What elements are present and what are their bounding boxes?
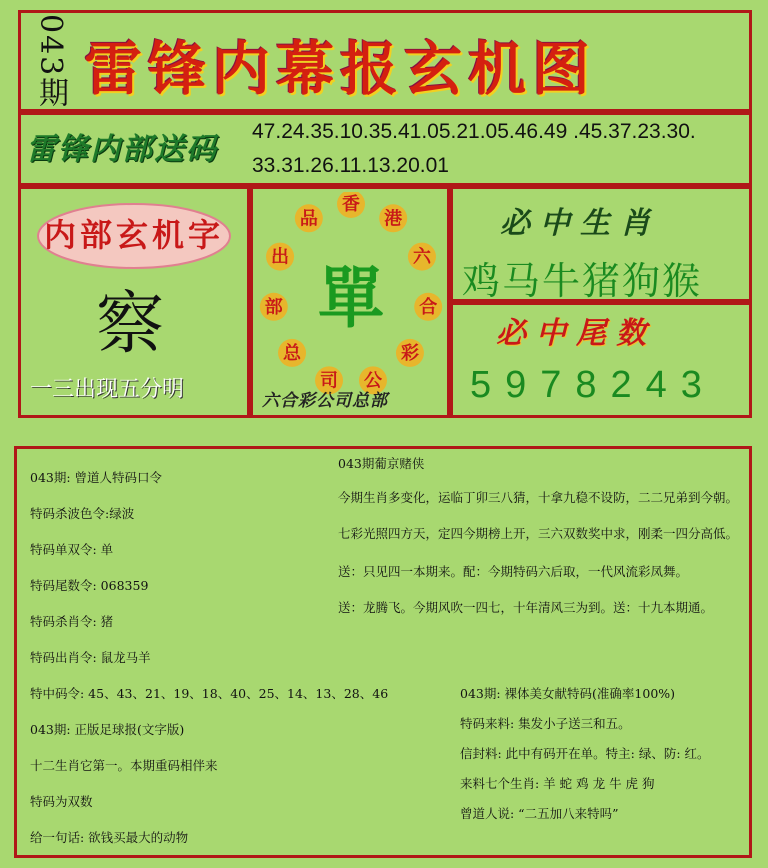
dial-ring-char: 出 [271,246,290,268]
codes-line-1: 47.24.35.10.35.41.05.21.05.46.49 .45.37.23.30. [252,120,696,143]
dial-ring-char: 合 [419,296,438,318]
dial-ring-char: 司 [320,370,339,392]
dial-center-char: 單 [318,259,384,337]
dial-ring-char: 部 [264,296,283,318]
page-title: 雷锋内幕报玄机图 [84,35,597,103]
dial-ring-char: 公 [363,370,382,392]
left-line-11: 给一句话: 欲钱买最大的动物 [30,830,189,845]
left-line-3: 特码单双令: 单 [30,542,114,557]
tail-label: 必中尾数 [496,316,656,351]
left-line-8: 043期: 正版足球报(文字版) [30,722,185,737]
right-bottom-line-1: 043期: 裸体美女献特码(准确率100%) [460,686,676,701]
right-top-line-3: 七彩光照四方天，定四今期榜上开，三六双数奖中求，刚柔一四分高低。 [338,526,739,541]
left-line-5: 特码杀肖令: 猪 [30,614,114,629]
zodiac-label: 必中生肖 [500,206,660,241]
inner-word-label [34,196,234,272]
right-bottom-line-2: 特码来料: 集发小子送三和五。 [460,716,631,731]
right-top-line-5: 送：龙腾飞。今期风吹一四七，十年清风三为到。送：十九本期通。 [338,600,714,615]
right-top-line-1: 043期葡京赌侠 [338,456,425,471]
left-line-2: 特码杀波色令:绿波 [30,506,135,521]
inner-word-hint: 一三出现五分明 [30,377,185,402]
right-bottom-line-3: 信封料: 此中有码开在单。特主: 绿、防: 红。 [460,746,710,761]
company-label: 六合彩公司总部 [262,391,388,411]
dial-ring-char: 香 [342,194,360,215]
right-top-line-2: 今期生肖多变化，运临丁卯三八猜，十拿九稳不设防，二二兄弟到今朝。 [338,490,739,505]
left-line-4: 特码尾数令: 068359 [30,578,149,593]
right-bottom-line-5: 曾道人说: “二五加八来特吗” [460,806,619,821]
inner-word-char: 察 [96,285,165,364]
codes-line-2: 33.31.26.11.13.20.01 [252,154,449,177]
dial-ring-char: 品 [299,208,318,230]
dial-ring-char: 彩 [400,342,419,364]
dial-ring-char: 六 [412,246,431,268]
left-line-9: 十二生肖它第一。本期重码相伴来 [30,758,218,773]
left-line-10: 特码为双数 [30,794,93,809]
codes-label: 雷锋内部送码 [26,132,218,167]
left-line-6: 特码出肖令: 鼠龙马羊 [30,650,151,665]
issue-number: 043期 [33,14,68,110]
right-top-line-4: 送：只见四一本期来。配：今期特码六后取，一代风流彩凤舞。 [338,564,689,579]
inner-word-label-art [34,196,234,272]
dial-ring-char: 总 [283,342,302,364]
dial-ring-char: 港 [384,208,403,230]
left-line-7: 特中码令: 45、43、21、19、18、40、25、14、13、28、46 [30,686,389,701]
inner-word-label-text: 内部玄机字 [43,216,225,254]
zodiac-list: 鸡马牛猪狗猴 [462,259,703,303]
tail-numbers: 5978243 [470,364,716,406]
right-bottom-line-4: 来料七个生肖: 羊 蛇 鸡 龙 牛 虎 狗 [460,776,655,791]
left-line-1: 043期: 曾道人特码口令 [30,470,163,485]
